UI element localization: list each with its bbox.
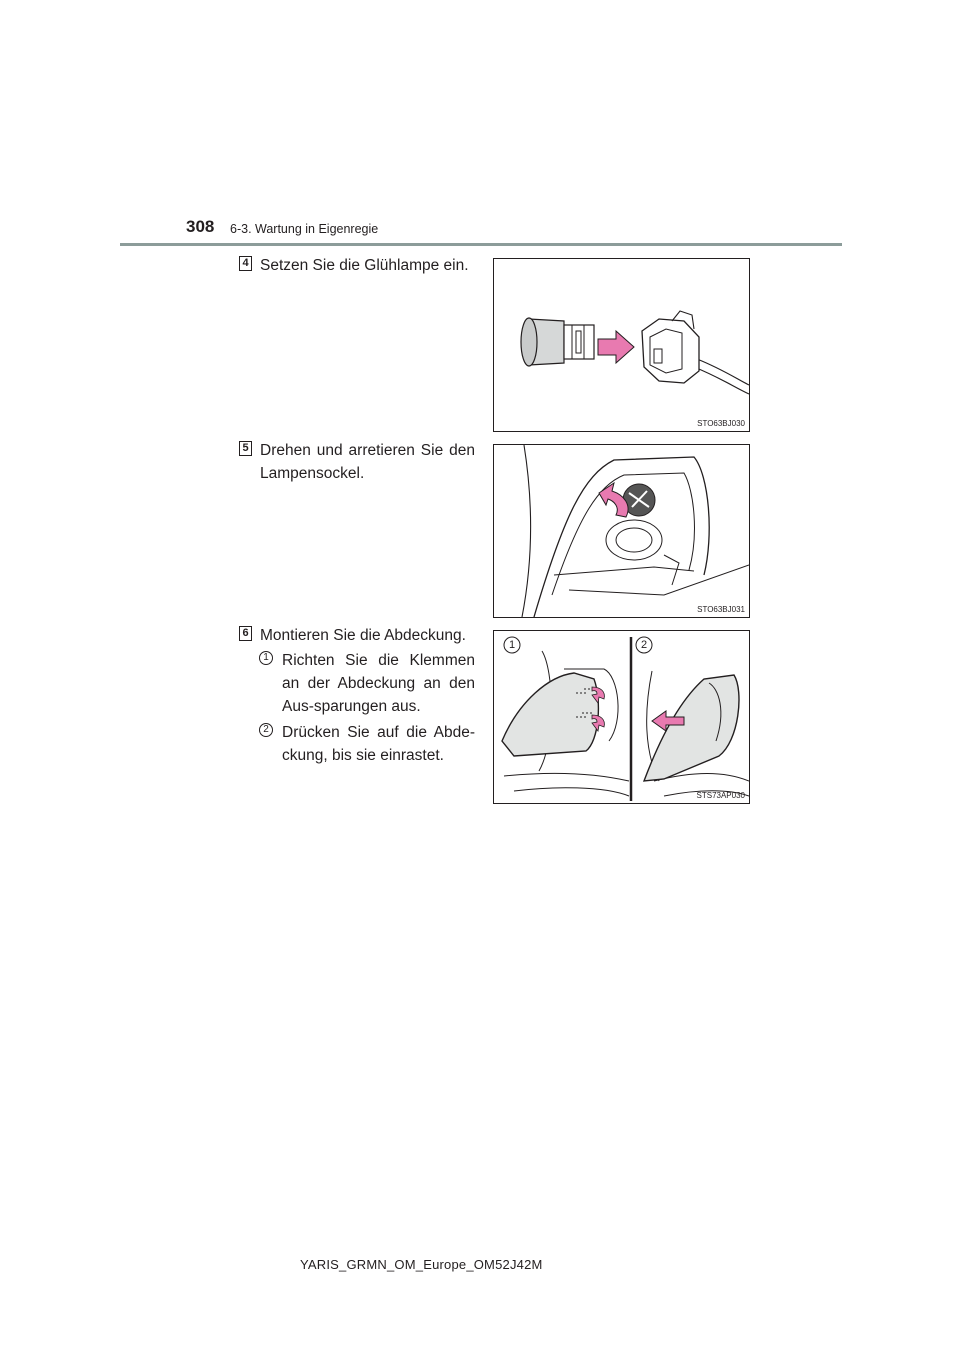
substep-2-badge: 2 — [259, 723, 273, 737]
figure-code: STO63BJ031 — [697, 605, 745, 614]
figure-twist-socket — [493, 444, 750, 618]
step-4-badge: 4 — [239, 256, 252, 271]
figure-code: STS73AP030 — [696, 791, 745, 800]
substep-2-text: Drücken Sie auf die Abde-ckung, bis sie einrastet. — [282, 724, 475, 764]
step-5-badge: 5 — [239, 441, 252, 456]
substep-1-text: Richten Sie die Klemmen an der Abdeckung an den Aus-sparungen aus. — [282, 652, 475, 715]
cover-mount-illustration — [494, 631, 749, 803]
figure-insert-bulb — [493, 258, 750, 432]
substep-1-badge: 1 — [259, 651, 273, 665]
figure-label-1: 1 — [508, 639, 516, 651]
figure-code: STO63BJ030 — [697, 419, 745, 428]
header-rule — [120, 243, 842, 246]
step-6-text: Montieren Sie die Abdeckung. — [260, 627, 466, 644]
figure-label-2: 2 — [640, 639, 648, 651]
step-4-text: Setzen Sie die Glühlampe ein. — [260, 257, 469, 274]
step-6-badge: 6 — [239, 626, 252, 641]
document-id: YARIS_GRMN_OM_Europe_OM52J42M — [300, 1257, 543, 1272]
step-5-text: Drehen und arretieren Sie den Lampensockel. — [260, 442, 475, 482]
section-title: 6-3. Wartung in Eigenregie — [230, 222, 379, 236]
socket-twist-illustration — [494, 445, 749, 617]
page-number: 308 — [186, 217, 215, 236]
bulb-insert-illustration — [494, 259, 749, 431]
figure-mount-cover — [493, 630, 750, 804]
